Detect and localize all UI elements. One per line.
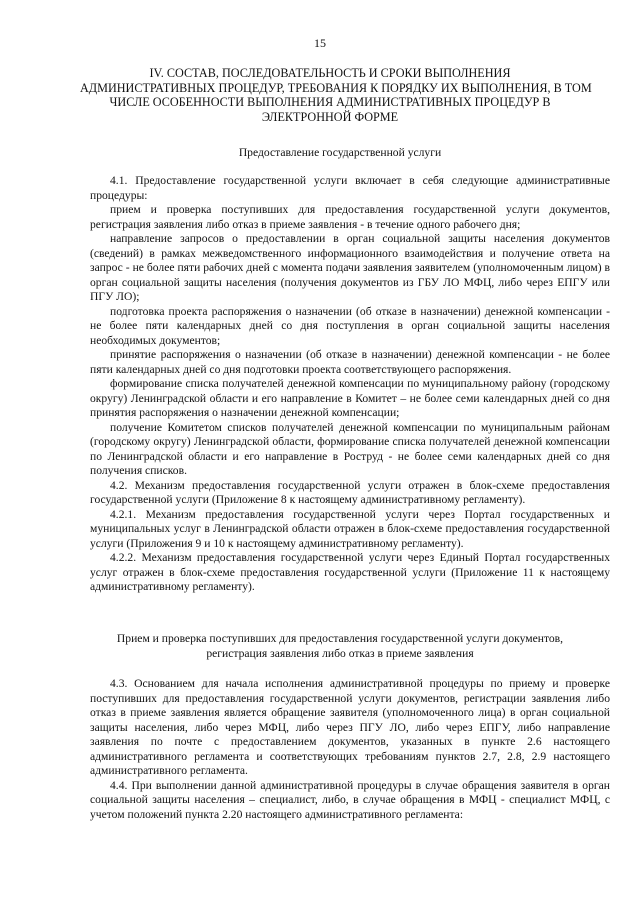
paragraph: 4.2. Механизм предоставления государственной услуги отражен в блок-схеме предоставления государственной услуги (Приложение 8 к настоящему административному регламенту). xyxy=(90,478,610,506)
section-title-line: Предоставление государственной услуги xyxy=(238,146,442,159)
section-title-line: Прием и проверка поступивших для предоставления государственной услуги документов, xyxy=(116,632,564,645)
paragraph: 4.2.1. Механизм предоставления государственной услуги через Портал государственных и муниципальных услуг в Ленинградской области отражен в блок-схеме предоставления государственной услуги (Приложения 9 и 10 к настоящему административному регламенту). xyxy=(90,507,610,550)
paragraph: подготовка проекта распоряжения о назначении (об отказе в назначении) денежной компенсации - не более пяти календарных дней со дня поступления в орган социальной защиты населения необходимых документов; xyxy=(90,304,610,347)
paragraph: 4.4. При выполнении данной административной процедуры в случае обращения заявителя в орган социальной защиты населения – специалист, либо, в случае обращения в МФЦ - специалист МФЦ, с учетом положений пункта 2.20 настоящего административного регламента: xyxy=(90,778,610,821)
paragraph: получение Комитетом списков получателей денежной компенсации по муниципальным районам (городскому округу) Ленинградской области, формирование списка получателей денежной компенсации по Ленинградской области и его направление в Роструд - не более семи календарных дней со дня получения списков. xyxy=(90,420,610,477)
chapter-title-line: IV. СОСТАВ, ПОСЛЕДОВАТЕЛЬНОСТЬ И СРОКИ ВЫПОЛНЕНИЯ xyxy=(149,66,511,80)
chapter-title-line: ЧИСЛЕ ОСОБЕННОСТИ ВЫПОЛНЕНИЯ АДМИНИСТРАТИВНЫХ ПРОЦЕДУР В xyxy=(109,95,551,109)
section-title xyxy=(70,632,610,661)
paragraph: 4.3. Основанием для начала исполнения административной процедуры по приему и проверке поступивших для предоставления государственной услуги документов, регистрации заявления либо отказ в приеме заявления является обращение заявителя (уполномоченного лица) в орган социальной защиты населения, либо через МФЦ, либо через ПГУ ЛО, либо через ЕПГУ, либо направление заявления по почте с предоставлением документов, указанных в пункте 2.6 настоящего административного регламента и соответствующих требованиям пунктов 2.7, 2.8, 2.9 настоящего административного регламента. xyxy=(90,677,610,777)
section-body xyxy=(90,174,610,595)
paragraph: 4.1. Предоставление государственной услуги включает в себя следующие административные процедуры: xyxy=(90,174,610,202)
section-title xyxy=(70,146,610,161)
section-title-line: регистрация заявления либо отказ в приеме заявления xyxy=(206,646,474,660)
paragraph: принятие распоряжения о назначении (об отказе в назначении) денежной компенсации - не более пяти календарных дней со дня подготовки проекта соответствующего распоряжения. xyxy=(90,348,610,376)
paragraph: 4.2.2. Механизм предоставления государственной услуги через Единый Портал государственных услуг отражен в блок-схеме предоставления государственной услуги (Приложение 11 к настоящему административному регламенту). xyxy=(90,551,610,593)
paragraph: направление запросов о предоставлении в орган социальной защиты населения документов (сведений) в рамках межведомственного информационного взаимодействия и получение ответа на запрос - не более пяти рабочих дней с момента подачи заявления заявителем (уполномоченным лицом) в орган социальной защиты населения (получения документов из ГБУ ЛО МФЦ, либо через ЕПГУ или ПГУ ЛО); xyxy=(90,232,610,303)
section-body xyxy=(90,677,610,822)
chapter-title xyxy=(80,66,592,124)
paragraph: формирование списка получателей денежной компенсации по муниципальному району (городскому округу) Ленинградской области и его направление в Комитет – не более семи календарных дней со дня принятия распоряжения о назначении денежной компенсации; xyxy=(90,377,610,419)
page-number: 15 xyxy=(314,36,326,50)
chapter-title-line: ЭЛЕКТРОННОЙ ФОРМЕ xyxy=(261,109,399,124)
chapter-title-line: АДМИНИСТРАТИВНЫХ ПРОЦЕДУР, ТРЕБОВАНИЯ К ПОРЯДКУ ИХ ВЫПОЛНЕНИЯ, В ТОМ xyxy=(80,80,592,95)
paragraph: прием и проверка поступивших для предоставления государственной услуги документов, регистрация заявления либо отказ в приеме заявления - в течение одного рабочего дня; xyxy=(90,203,610,231)
